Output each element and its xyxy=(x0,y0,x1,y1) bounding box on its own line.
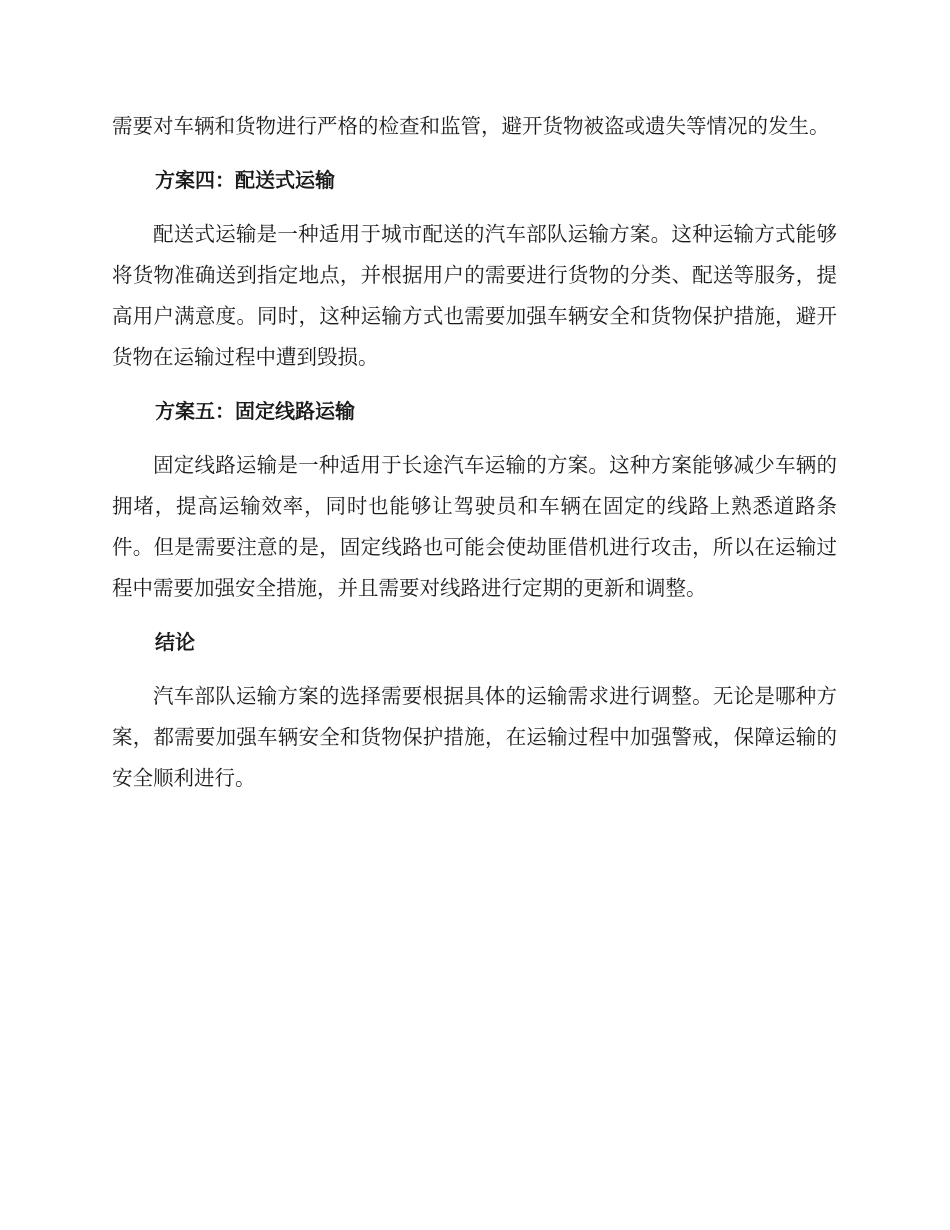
continued-paragraph: 需要对车辆和货物进行严格的检查和监管，避开货物被盗或遗失等情况的发生。 xyxy=(112,114,830,138)
section-body-plan-five: 固定线路运输是一种适用于长途汽车运输的方案。这种方案能够减少车辆的拥堵，提高运输效率，同时也能够让驾驶员和车辆在固定的线路上熟悉道路条件。但是需要注意的是，固定线路也可能会使劫匪借机进行攻击，所以在运输过程中需要加强安全措施，并且需要对线路进行定期的更新和调整。 xyxy=(112,453,837,600)
section-body-plan-four: 配送式运输是一种适用于城市配送的汽车部队运输方案。这种运输方式能够将货物准确送到指定地点，并根据用户的需要进行货物的分类、配送等服务，提高用户满意度。同时，这种运输方式也需要加强车辆安全和货物保护措施，避开货物在运输过程中遭到毁损。 xyxy=(112,222,837,369)
document-page xyxy=(112,106,837,812)
section-heading-plan-four: 方案四：配送式运输 xyxy=(155,168,335,192)
section-heading-plan-five: 方案五：固定线路运输 xyxy=(155,399,355,423)
section-heading-conclusion: 结论 xyxy=(155,630,195,654)
section-body-conclusion: 汽车部队运输方案的选择需要根据具体的运输需求进行调整。无论是哪种方案，都需要加强车辆安全和货物保护措施，在运输过程中加强警戒，保障运输的安全顺利进行。 xyxy=(112,684,837,790)
